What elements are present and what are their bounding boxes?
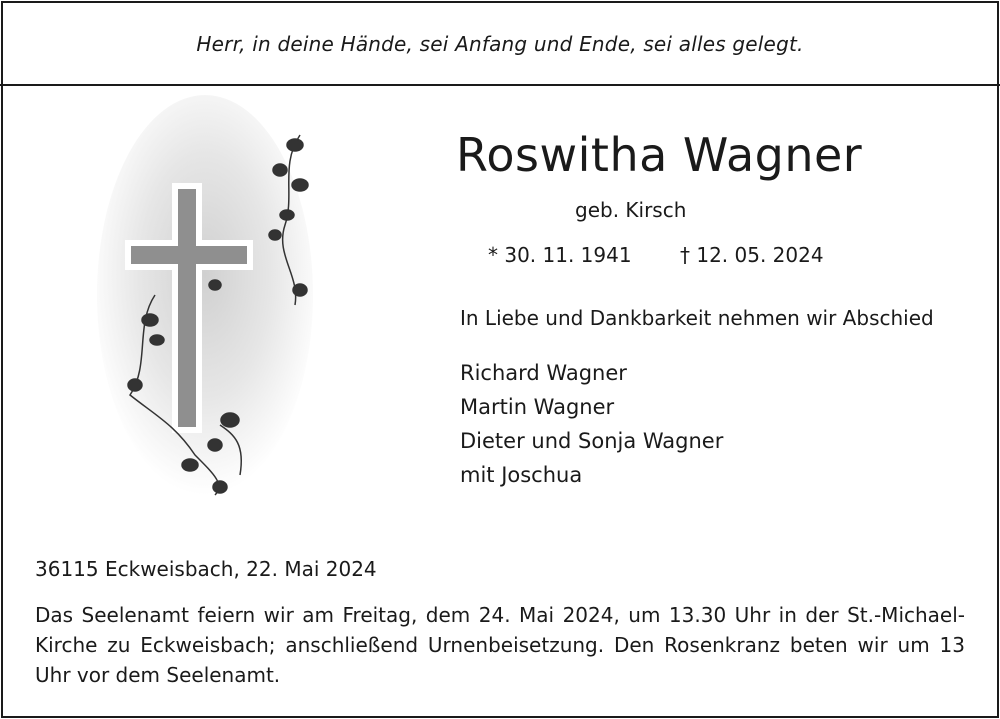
mourner-item: Richard Wagner	[460, 361, 627, 385]
mourners-list	[460, 356, 723, 492]
deceased-name: Roswitha Wagner	[456, 128, 863, 182]
death-date: † 12. 05. 2024	[680, 243, 824, 267]
mourner-item: Dieter und Sonja Wagner	[460, 429, 724, 453]
cross-with-ivy-illustration	[95, 95, 325, 505]
service-notice: Das Seelenamt feiern wir am Freitag, dem 24. Mai 2024, um 13.30 Uhr in der St.-Michael-Kirche zu Eckweisbach; anschließend Urnenbeisetzung. Den Rosenkranz beten wir um 13 Uhr vor dem Seelenamt.	[35, 603, 965, 687]
divider-line	[0, 84, 1000, 86]
maiden-name: geb. Kirsch	[575, 198, 687, 222]
place-and-date: 36115 Eckweisbach, 22. Mai 2024	[35, 557, 377, 581]
farewell-text: In Liebe und Dankbarkeit nehmen wir Abschied	[460, 306, 934, 330]
motto-verse: Herr, in deine Hände, sei Anfang und Ende, sei alles gelegt.	[196, 32, 804, 56]
mourner-item: Martin Wagner	[460, 395, 615, 419]
mourner-item: mit Joschua	[460, 463, 583, 487]
shadow-glow	[97, 95, 313, 495]
birth-date: * 30. 11. 1941	[488, 243, 632, 267]
